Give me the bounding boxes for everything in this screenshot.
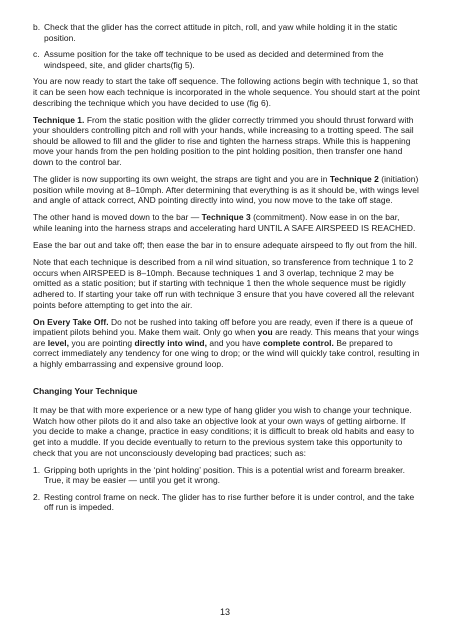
page-number: 13 xyxy=(219,607,230,617)
every-bold-into-wind: directly into wind, xyxy=(134,337,207,348)
list-item-1 xyxy=(33,465,420,486)
every-bold-control: complete control. xyxy=(262,337,334,348)
list-item-2 xyxy=(33,492,420,513)
technique-1-label: Technique 1. xyxy=(33,114,85,125)
every-bold-you: you xyxy=(257,327,273,338)
every-text-1: Do not be rushed into taking off before you are ready, even if there is a queue of impatient pilots behind you. Make them wait. Only go when xyxy=(33,316,413,338)
list-item-text: Gripping both uprights in the ‘pint holding’ position. This is a potential wrist and forearm breaker. True, it may be easier — until you get it wrong. xyxy=(44,464,405,486)
every-text-3: you are pointing xyxy=(69,337,135,348)
list-item-c xyxy=(33,49,420,70)
list-marker: 1. xyxy=(33,464,41,475)
technique-3-text-post: (commitment). Now ease in on the bar, while leaning into the harness straps and accelerating hard UNTIL A SAFE AIRSPEED IS REACHED. xyxy=(33,212,416,233)
every-take-off-label: On Every Take Off. xyxy=(33,316,109,327)
paragraph-ready: You are now ready to start the take off sequence. The following actions begin with technique 1, so that it can be seen how each technique is incorporated in the whole sequence. You should start at the point describing the technique which you have decided to use (fig 6). xyxy=(33,76,420,108)
paragraph-every-take-off xyxy=(33,317,420,370)
technique-3-text-pre: The other hand is moved down to the bar — xyxy=(33,212,202,223)
every-text-2: are ready. This means that your wings are xyxy=(33,327,419,348)
paragraph-technique-2 xyxy=(33,174,420,206)
paragraph-changing: It may be that with more experience or a new type of hang glider you wish to change your technique. Watch how other pilots do it and also take an objective look at your own ways of getting airborne. If you decide to make a change, practice in easy conditions; it is difficult to break old habits and easy to get into a muddle. If you decide eventually to return to the previous system take this opportunity to check that you are not unconsciously developing bad practices; such as: xyxy=(33,405,415,458)
list-marker: b. xyxy=(33,22,41,32)
technique-1-text: From the static position with the glider correctly trimmed you should thrust forward with your shoulders controlling pitch and roll with your hands, while increasing to a trotting speed. The sail should be allowed to fill and the glider to rise and tighten the harness straps. While this is happening move your hands from the pen holding position to the pint holding position, then transfer one hand down to the control bar. xyxy=(33,114,414,168)
list-item-text: Resting control frame on neck. The glider has to rise further before it is under control, and the take off run is impeded. xyxy=(44,491,415,513)
paragraph-technique-1 xyxy=(33,115,420,168)
technique-2-text-post: (initiation) position while moving at 8–10mph. After determining that everything is as it should be, with wings level and angle of attack correct, AND pointing directly into wind, you now move to the take off stage. xyxy=(33,174,419,206)
section-heading: Changing Your Technique xyxy=(33,385,138,396)
every-text-5: Be prepared to correct immediately any tendency for one wing to drop; or the wind will quickly take control, resulting in a highly embarrassing and expensive ground loop. xyxy=(33,337,420,370)
paragraph-note: Note that each technique is described from a nil wind situation, so transference from technique 1 to 2 occurs when AIRSPEED is 8–10mph. Because techniques 1 and 3 overlap, technique 2 may be omitted as a static position; but if starting with technique 1 then the whole sequence must be rigidly adhered to. If starting your take off run with technique 3 ensure that you have covered all the relevant points before attempting to get into the air. xyxy=(33,257,415,310)
list-item-text: Check that the glider has the correct attitude in pitch, roll, and yaw while holding it in the static position. xyxy=(44,22,398,43)
technique-2-label: Technique 2 xyxy=(329,174,379,185)
technique-3-label: Technique 3 xyxy=(201,212,251,223)
technique-2-text-pre: The glider is now supporting its own weight, the straps are tight and you are in xyxy=(33,174,330,185)
every-text-4: and you have xyxy=(207,337,263,348)
paragraph-ease: Ease the bar out and take off; then ease the bar in to ensure adequate airspeed to fly out from the hill. xyxy=(33,240,417,251)
every-bold-level: level, xyxy=(47,337,70,348)
list-marker: 2. xyxy=(33,491,41,502)
list-item-text: Assume position for the take off technique to be used as decided and determined from the windspeed, site, and glider charts(fig 5). xyxy=(44,49,384,70)
paragraph-technique-3 xyxy=(33,212,420,233)
list-marker: c. xyxy=(33,49,40,60)
list-item-b xyxy=(33,22,420,43)
